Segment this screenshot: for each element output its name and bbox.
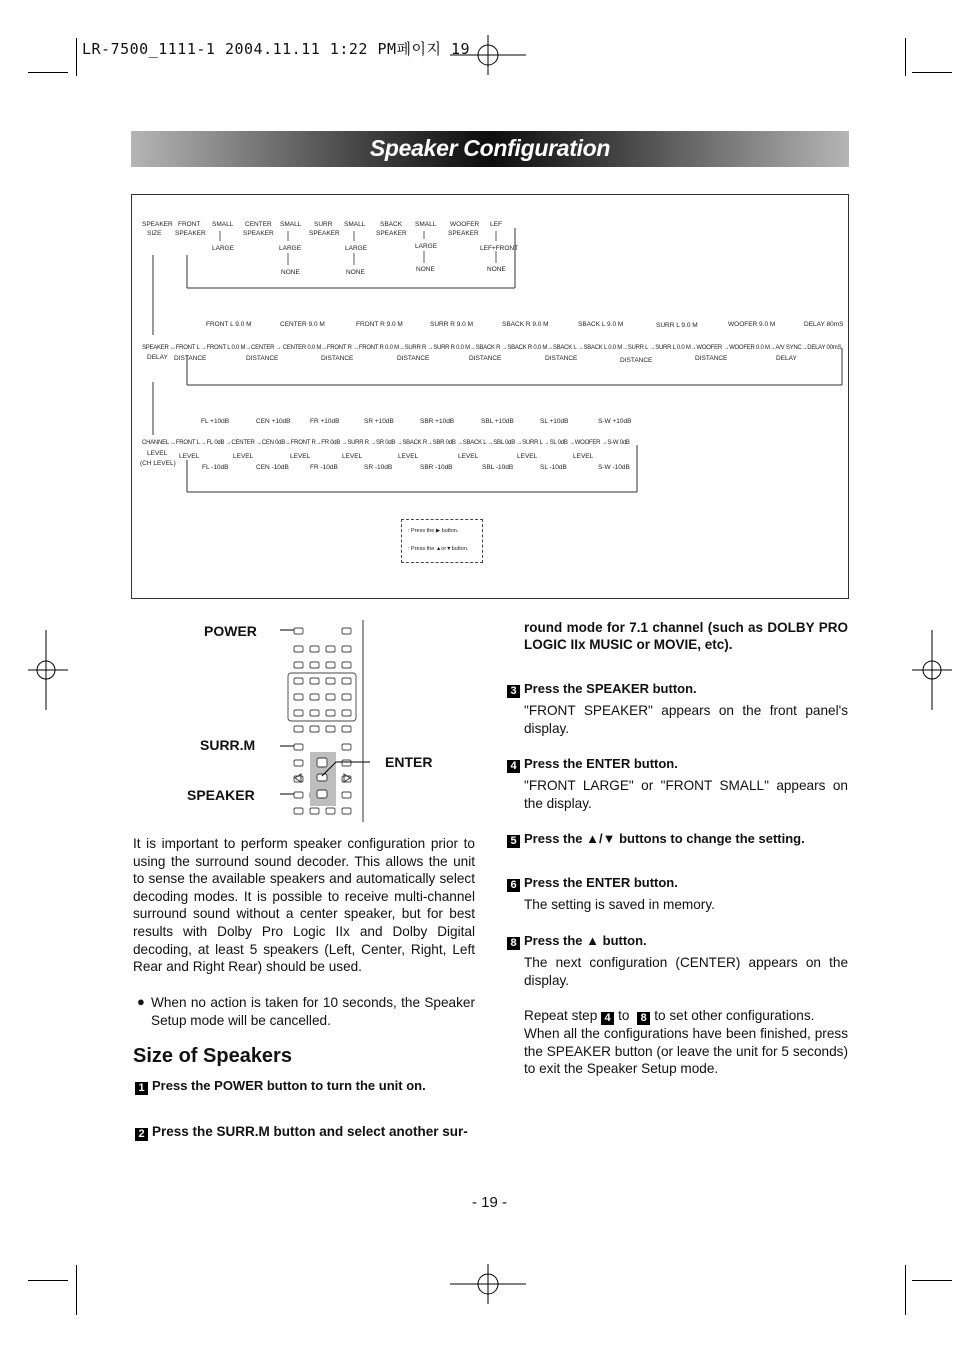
step-number: 4	[507, 760, 520, 773]
print-header: LR-7500_1111-1 2004.11.11 1:22 PM페이지 19	[82, 40, 471, 58]
row3-main: CHANNEL ↔FRONT L →FL 0dB →CENTER →CEN 0dB→FRONT R→FR 0dB →SURR R →SR 0dB →SBACK R→SBR 0dB →SBACK L →SBL 0dB →SURR L →SL 0dB →WOOFER →S-W 0dB	[142, 440, 630, 446]
row1-sub-4: SPEAKER	[376, 230, 407, 237]
flow-lines	[132, 195, 848, 598]
row1-none-3: NONE	[487, 266, 506, 273]
crop-mark	[76, 38, 77, 76]
row2-top-3: SURR R 9.0 M	[430, 321, 473, 328]
step-ref-8: 8	[637, 1012, 650, 1025]
row3-bottom-4: SBR -10dB	[420, 464, 453, 471]
row2-sub-2: DISTANCE	[246, 355, 279, 362]
step-2	[135, 1124, 468, 1141]
row3-bottom-5: SBL -10dB	[482, 464, 514, 471]
step-4	[507, 756, 678, 773]
row2-top-0: FRONT L 9.0 M	[206, 321, 252, 328]
row2-sub-8: DISTANCE	[695, 355, 728, 362]
bullet-icon: ●	[137, 994, 145, 1009]
final-paragraph: When all the configurations have been finished, press the SPEAKER button (or leave the unit for 5 seconds) to exit the Speaker Setup mode.	[524, 1026, 848, 1077]
registration-mark	[28, 630, 68, 710]
row3-sub-0: LEVEL	[147, 450, 168, 457]
row2-top-1: CENTER 9.0 M	[280, 321, 325, 328]
page-title: Speaker Configuration	[369, 135, 611, 161]
row3-sub-7: LEVEL	[517, 453, 538, 460]
row3-top-7: S-W +10dB	[598, 418, 632, 425]
bullet-note: When no action is taken for 10 seconds, the Speaker Setup mode will be cancelled.	[151, 995, 475, 1028]
row2-sub-4: DISTANCE	[397, 355, 430, 362]
row3-top-6: SL +10dB	[540, 418, 569, 425]
intro-paragraph: It is important to perform speaker configuration prior to using the surround sound decoder. This allows the unit to sense the available speakers and automatically select decoding modes. It is possible to receive multi-channel surround sound without a center speaker, but for best results with Dolby Pro Logic IIx and Dolby Digital decoding, at least 5 speakers (Left, Center, Right, Left Rear and Right Rear) should be used.	[133, 836, 475, 975]
row1-none-2: NONE	[416, 266, 435, 273]
row1-large-0: LARGE	[212, 245, 235, 252]
step-3	[507, 681, 697, 698]
step-text: Press the POWER button to turn the unit on.	[152, 1078, 426, 1093]
row3-top-0: FL +10dB	[201, 418, 230, 425]
step-number: 3	[507, 685, 520, 698]
repeat-instruction	[524, 1007, 848, 1025]
row1-large-1: LARGE	[279, 245, 302, 252]
row2-sub-5: DISTANCE	[469, 355, 502, 362]
step-ref-4: 4	[601, 1012, 614, 1025]
row3-bottom-0: FL -10dB	[202, 464, 229, 471]
crop-mark	[912, 72, 952, 73]
row2-sub-7: DISTANCE	[620, 357, 653, 364]
row1-sub-0: SIZE	[147, 230, 162, 237]
row1-sub-1: SPEAKER	[175, 230, 206, 237]
step-5	[507, 831, 805, 848]
legend-updown-arrow: : Press the ▲or▼button.	[408, 546, 469, 552]
step-number: 1	[135, 1082, 148, 1095]
step-text: Press the SURR.M button and select another sur-	[152, 1124, 468, 1139]
row2-sub-6: DISTANCE	[545, 355, 578, 362]
row3-sub-2: LEVEL	[233, 453, 254, 460]
row1-top-8: SMALL	[415, 221, 437, 228]
repeat-post: to set other configurations.	[654, 1008, 815, 1023]
row3-sub-6: LEVEL	[458, 453, 479, 460]
crop-mark	[76, 1265, 77, 1315]
crop-mark	[28, 1280, 68, 1281]
row2-top-7: WOOFER 9.0 M	[728, 321, 776, 328]
step-1	[135, 1078, 426, 1095]
row3-sub-1: LEVEL	[179, 453, 200, 460]
row2-sub-3: DISTANCE	[321, 355, 354, 362]
row1-sub-5: SPEAKER	[448, 230, 479, 237]
surr-m-label: SURR.M	[200, 737, 256, 753]
row3-top-1: CEN +10dB	[256, 418, 291, 425]
row1-large-4: LEF+FRONT	[480, 245, 519, 252]
step-text: Press the ▲/▼ buttons to change the setting.	[524, 831, 805, 846]
row3-chlevel: (CH LEVEL)	[140, 460, 176, 467]
registration-mark	[912, 630, 952, 710]
row1-top-9: WOOFER	[450, 221, 480, 228]
step-3-body: "FRONT SPEAKER" appears on the front panel's display.	[524, 703, 848, 736]
row1-top-4: SMALL	[280, 221, 302, 228]
row1-top-7: SBACK	[380, 221, 403, 228]
row3-top-3: SR +10dB	[364, 418, 394, 425]
row1-sub-2: SPEAKER	[243, 230, 274, 237]
repeat-pre: Repeat step	[524, 1008, 598, 1023]
step-text: Press the ENTER button.	[524, 875, 678, 890]
step-8	[507, 933, 647, 950]
section-heading: Size of Speakers	[133, 1045, 292, 1067]
row1-top-5: SURR	[314, 221, 333, 228]
row2-top-2: FRONT R 9.0 M	[356, 321, 403, 328]
speaker-setup-flow-diagram	[131, 194, 849, 599]
row3-top-2: FR +10dB	[310, 418, 340, 425]
step-text: Press the ▲ button.	[524, 933, 647, 948]
row1-top-1: FRONT	[178, 221, 201, 228]
step-4-body: "FRONT LARGE" or "FRONT SMALL" appears on the display.	[524, 778, 848, 811]
speaker-label: SPEAKER	[187, 787, 255, 803]
row1-top-6: SMALL	[344, 221, 366, 228]
step-number: 8	[507, 937, 520, 950]
diagram-legend	[401, 519, 483, 563]
row2-sub-1: DISTANCE	[174, 355, 207, 362]
repeat-mid: to	[618, 1008, 630, 1023]
step-text: Press the ENTER button.	[524, 756, 678, 771]
row1-sub-3: SPEAKER	[309, 230, 340, 237]
step-2-continued: round mode for 7.1 channel (such as DOLBY PRO LOGIC IIx MUSIC or MOVIE, etc).	[524, 620, 848, 652]
row3-bottom-3: SR -10dB	[364, 464, 393, 471]
row2-sub-0: DELAY	[147, 354, 168, 361]
enter-label: ENTER	[385, 754, 433, 770]
page-number: - 19 -	[472, 1194, 508, 1211]
legend-right-arrow: : Press the ▶ button.	[408, 528, 459, 534]
row1-large-3: LARGE	[415, 243, 438, 250]
registration-mark	[450, 1264, 526, 1304]
row3-sub-3: LEVEL	[290, 453, 311, 460]
row3-top-5: SBL +10dB	[481, 418, 514, 425]
row3-sub-5: LEVEL	[398, 453, 419, 460]
row1-none-0: NONE	[281, 269, 300, 276]
remote-control-illustration	[280, 618, 370, 824]
row2-top-4: SBACK R 9.0 M	[502, 321, 549, 328]
page-title-bar	[131, 131, 849, 167]
row2-top-5: SBACK L 9.0 M	[578, 321, 624, 328]
row1-top-3: CENTER	[245, 221, 272, 228]
step-6	[507, 875, 678, 892]
step-number: 2	[135, 1128, 148, 1141]
row3-bottom-1: CEN -10dB	[256, 464, 289, 471]
row2-sub-9: DELAY	[776, 355, 797, 362]
row3-bottom-2: FR -10dB	[310, 464, 338, 471]
row3-bottom-6: SL -10dB	[540, 464, 567, 471]
step-6-body: The setting is saved in memory.	[524, 897, 715, 912]
step-text: Press the SPEAKER button.	[524, 681, 697, 696]
crop-mark	[905, 38, 906, 76]
crop-mark	[905, 1265, 906, 1315]
row3-sub-8: LEVEL	[573, 453, 594, 460]
step-number: 6	[507, 879, 520, 892]
row3-sub-4: LEVEL	[342, 453, 363, 460]
row1-large-2: LARGE	[345, 245, 368, 252]
crop-mark	[912, 1280, 952, 1281]
power-label: POWER	[204, 623, 257, 639]
row2-main: SPEAKER ↔FRONT L →FRONT L 0.0 M→CENTER → CENTER 0.0 M→FRONT R →FRONT R 0.0 M→SURR R →SURR R 0.0 M→SBACK R →SBACK R 0.0 M→SBACK L →SBACK L 0.0 M→SURR L →SURR L 0.0 M→WOOFER →WOOFER 0.0 M→A/V SYNC→DELAY 00mS	[142, 345, 842, 351]
step-8-body: The next configuration (CENTER) appears on the display.	[524, 955, 848, 988]
row2-top-8: DELAY 80mS	[804, 321, 844, 328]
row1-none-1: NONE	[346, 269, 365, 276]
row1-top-0: SPEAKER	[142, 221, 173, 228]
row1-top-10: LEF	[490, 221, 502, 228]
step-number: 5	[507, 835, 520, 848]
crop-mark	[28, 72, 68, 73]
row3-top-4: SBR +10dB	[420, 418, 455, 425]
row2-top-6: SURR L 9.0 M	[656, 322, 698, 329]
row1-top-2: SMALL	[212, 221, 234, 228]
row3-bottom-7: S-W -10dB	[598, 464, 630, 471]
